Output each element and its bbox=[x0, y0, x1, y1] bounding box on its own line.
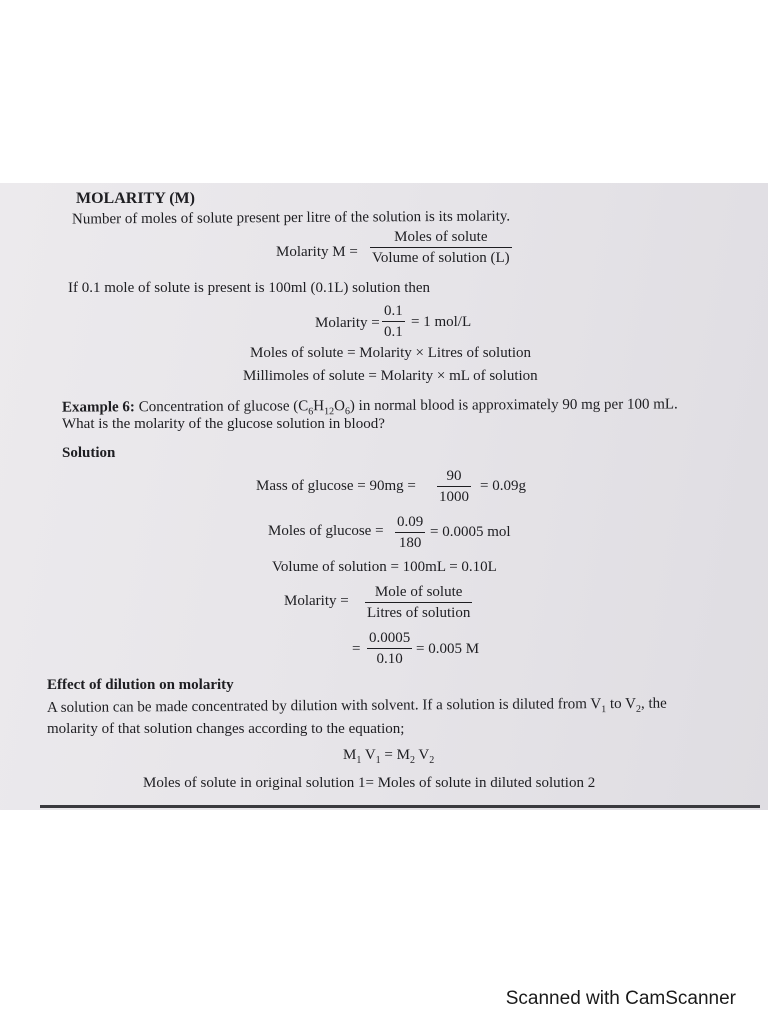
fraction-bar bbox=[365, 602, 472, 603]
example-condition-text: If 0.1 mole of solute is present is 100ml (0.1L) solution then bbox=[68, 280, 431, 296]
result-right: = 0.005 M bbox=[416, 641, 480, 657]
mass-right: = 0.09g bbox=[480, 478, 526, 494]
dilution-text-line2: molarity of that solution changes according to the equation; bbox=[47, 721, 405, 737]
fraction-denominator: 1000 bbox=[439, 489, 469, 505]
fraction-denominator: Litres of solution bbox=[367, 605, 471, 621]
fraction-numerator: 90 bbox=[446, 468, 462, 484]
subscript: 1 bbox=[375, 755, 381, 766]
fraction-denominator: Volume of solution (L) bbox=[372, 250, 510, 266]
fraction-denominator: 180 bbox=[398, 535, 422, 551]
example-question: What is the molarity of the glucose solution in blood? bbox=[62, 416, 385, 432]
dilution-text-part: A solution can be made concentrated by dilution with solvent. If a solution is diluted from V bbox=[46, 696, 602, 716]
mass-fraction bbox=[437, 467, 471, 506]
fraction-denominator: 0.10 bbox=[376, 651, 403, 667]
final-statement: Moles of solute in original solution 1= Moles of solute in diluted solution 2 bbox=[143, 775, 596, 791]
fraction-bar bbox=[395, 532, 425, 533]
dilution-heading: Effect of dilution on molarity bbox=[47, 677, 234, 693]
fraction-numerator: 0.1 bbox=[384, 303, 403, 319]
fraction-numerator: Moles of solute bbox=[394, 229, 488, 245]
example-label: Example 6: bbox=[61, 399, 135, 416]
section-title: MOLARITY (M) bbox=[76, 190, 195, 207]
subscript: 6 bbox=[344, 406, 350, 418]
subscript: 2 bbox=[635, 703, 642, 715]
definition-text: Number of moles of solute present per litre of the solution is its molarity. bbox=[71, 208, 511, 228]
formula2-left: Molarity = bbox=[315, 315, 380, 331]
fraction-denominator: 0.1 bbox=[384, 324, 403, 340]
equation-part: V bbox=[361, 747, 376, 763]
subscript: 1 bbox=[601, 704, 607, 716]
dilution-equation bbox=[343, 747, 434, 766]
subscript: 1 bbox=[356, 755, 362, 766]
moles-glucose-fraction bbox=[395, 513, 425, 552]
moles-of-solute-line: Moles of solute = Molarity × Litres of solution bbox=[250, 345, 532, 361]
fraction-bar bbox=[367, 648, 412, 649]
result-equals: = bbox=[352, 641, 361, 657]
subscript: 2 bbox=[429, 755, 435, 766]
scanned-page bbox=[0, 183, 768, 810]
example-text-part: H bbox=[313, 398, 325, 415]
result-fraction bbox=[367, 629, 412, 668]
fraction-bar bbox=[437, 486, 471, 487]
subscript: 12 bbox=[324, 406, 335, 418]
fraction-numerator: Mole of solute bbox=[374, 584, 463, 600]
subscript: 6 bbox=[308, 406, 314, 418]
equation-part: M bbox=[343, 747, 357, 763]
page-edge-line bbox=[40, 805, 760, 808]
formula2-fraction bbox=[382, 302, 405, 341]
formula2-right: = 1 mol/L bbox=[411, 314, 472, 330]
moles-glucose-right: = 0.0005 mol bbox=[430, 524, 511, 540]
volume-line: Volume of solution = 100mL = 0.10L bbox=[272, 559, 497, 575]
mass-left: Mass of glucose = 90mg = bbox=[256, 478, 416, 494]
moles-glucose-left: Moles of glucose = bbox=[268, 523, 384, 539]
formula-molarity-left: Molarity M = bbox=[276, 244, 358, 260]
molarity-left: Molarity = bbox=[284, 593, 349, 609]
equation-part: V bbox=[414, 747, 430, 763]
dilution-text-part: to V bbox=[606, 695, 636, 713]
equation-part: = M bbox=[380, 747, 410, 763]
example-text-part: Concentration of glucose (C bbox=[138, 398, 309, 416]
dilution-text-line1 bbox=[47, 696, 667, 719]
fraction-numerator: 0.0005 bbox=[369, 630, 411, 646]
formula-molarity-fraction bbox=[370, 228, 512, 267]
fraction-numerator: 0.09 bbox=[397, 514, 424, 530]
bleed-through-text bbox=[500, 185, 503, 201]
scanner-watermark: Scanned with CamScanner bbox=[505, 988, 736, 1009]
example-text-part: O bbox=[334, 398, 345, 415]
millimoles-line: Millimoles of solute = Molarity × mL of solution bbox=[243, 368, 538, 384]
solution-label: Solution bbox=[62, 445, 116, 461]
molarity-fraction bbox=[365, 583, 472, 622]
fraction-bar bbox=[382, 321, 405, 322]
dilution-text-part: , the bbox=[640, 695, 667, 712]
example-text-part: ) in normal blood is approximately 90 mg per 100 mL. bbox=[349, 396, 678, 415]
subscript: 2 bbox=[409, 755, 415, 766]
fraction-bar bbox=[370, 247, 512, 248]
